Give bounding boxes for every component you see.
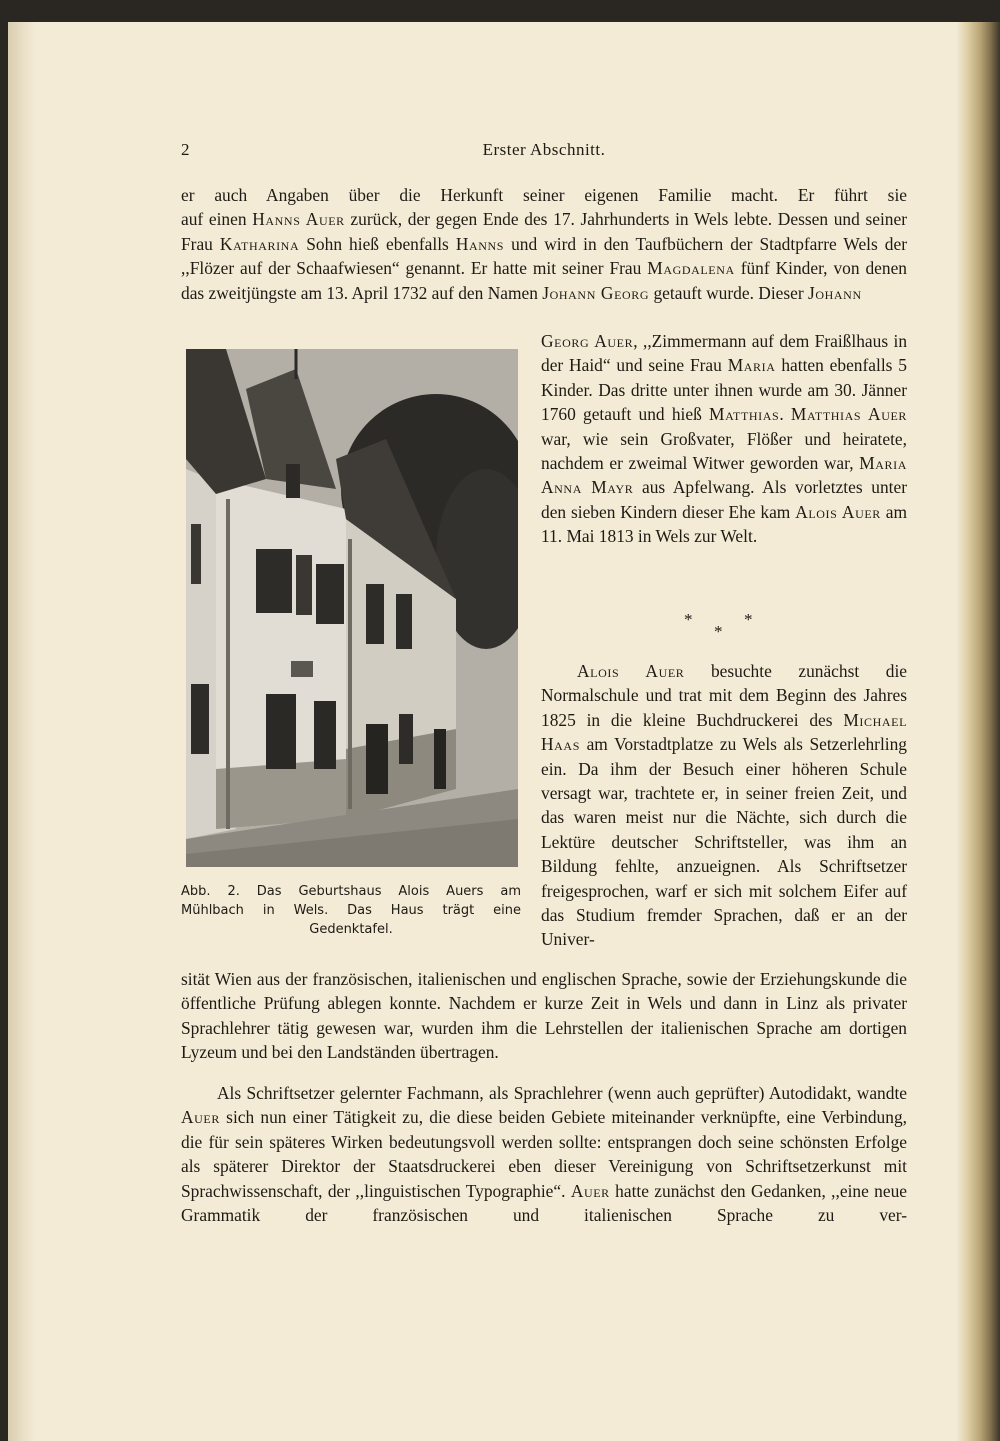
text-run: aus Apfelwang. Als vorletztes unter den sieben Kindern dieser Ehe kam [541,477,907,522]
text-run: am 11. Mai 1813 in Wels zur Welt. [541,501,907,547]
text-run: am Vorstadtplatze zu Wels als Setzerlehrling ein. Da ihm der Besuch einer höheren Schule versagt war, trachtete er, in seiner freien Zeit, und das waren meist nur die Nächte, sich durch die Lektüre deutscher Schriftsteller, was ihm an Bildung fehlte, anzueignen. Als Schriftsetzer freigesprochen, warf er sich mit solchem Eifer auf das Studium fremder Sprachen, daß er an der Univer- [541,734,907,950]
caption-line: Mühlbach in Wels. Das Haus trägt eine [181,903,521,918]
person-name: Katharina [219,233,300,254]
separator-star: * [744,610,753,629]
separator-star: * [714,622,723,641]
caption-line: Abb. 2. Das Geburtshaus Alois Auers am [181,884,521,899]
person-name: Alois Auer [577,661,685,681]
running-header [181,140,907,166]
person-name: Alois Auer [795,501,881,522]
text-run: Als Schriftsetzer gelernter Fachmann, als Sprachlehrer (wenn auch geprüfter) Autodidakt, wandte [217,1083,907,1103]
text-run: zurück, der gegen Ende des 17. Jahrhunderts in Wels lebte. Dessen und seiner Frau [181,209,908,254]
person-name: Matthias Auer [790,404,908,425]
text-run: , ,,Zimmermann auf dem Fraißlhaus in der Haid“ und seine Frau [541,331,908,376]
figure-caption [181,882,521,939]
text-run: hatte zunächst den Gedanken, ,,eine neue Grammatik der französischen und italienischen Sprache zu ver- [181,1180,908,1226]
person-name: Magdalena [647,258,735,279]
person-name: Maria [727,355,776,376]
text-run: besuchte zunächst die Normalschule und trat mit dem Beginn des Jahres 1825 in die kleine Buchdruckerei des [541,661,907,730]
person-name: Auer [181,1107,220,1128]
text-run: auf einen [181,209,253,230]
person-name: Auer [570,1180,610,1201]
paragraph-1-column [541,329,907,549]
text-run: sich nun einer Tätigkeit zu, die diese beiden Gebiete miteinander verknüpfte, eine Verbindung, die für sein späteres Wirken bedeutungsvoll werden sollte: entsprangen doch seine schönsten Erfolge als späterer Direktor der Staatsdruckerei eben dieser Vereinigung von Schriftsetzerkunst mit Sprachwissenschaft, der ,,linguistischen Typographie“. [181,1107,907,1201]
paragraph-2-full-width [181,967,907,1065]
text-run: er auch Angaben über die Herkunft seiner eigenen Familie macht. Er führt sie [181,185,907,205]
person-name: Johann [808,282,862,303]
section-separator [680,610,770,650]
text-run: fünf Kinder, von denen das zweitjüngste am 13. April 1732 auf den Namen [181,258,907,303]
house-photo [186,349,518,867]
text-run: und wird in den Taufbüchern der Stadtpfarre Wels der ,,Flözer auf der Schaafwiesen“ genannt. Er hatte mit seiner Frau [181,233,908,279]
person-name: Johann Georg [542,282,650,303]
caption-line: Gedenktafel. [309,922,393,937]
page-number: 2 [181,140,190,159]
person-name: Hanns Auer [252,209,345,230]
person-name: Michael Haas [541,709,907,755]
paragraph-3 [181,1081,907,1227]
running-title: Erster Abschnitt. [482,140,606,159]
person-name: Matthias [709,404,780,425]
text-run: Sohn hieß ebenfalls [299,233,456,254]
person-name: Hanns [455,233,505,254]
text-run: sität Wien aus der französischen, italienischen und englischen Sprache, sowie der Erziehungskunde die öffentliche Prüfung ablegen konnte. Nachdem er kurze Zeit in Wels und dann in Linz als privater Sprachlehrer tätig gewesen war, wurden ihm die Lehrstellen der italienischen Sprache am dortigen Lyzeum und bei den Landständen übertragen. [181,969,907,1063]
paragraph-2-column [541,659,907,952]
text-run: hatten ebenfalls 5 Kinder. Das dritte unter ihnen wurde am 30. Jänner 1760 getauft und hieß [541,355,907,425]
person-name: Georg Auer [541,331,634,351]
text-run: getauft wurde. Dieser [649,282,809,303]
text-run: war, wie sein Großvater, Flößer und heiratete, nachdem er zweimal Witwer geworden war, [541,428,907,474]
paragraph-1-full-width [181,183,907,305]
text-run: . [779,404,791,425]
figure-birthhouse-photo [186,349,518,867]
separator-star: * [684,610,693,629]
person-name: Maria Anna Mayr [541,453,907,498]
